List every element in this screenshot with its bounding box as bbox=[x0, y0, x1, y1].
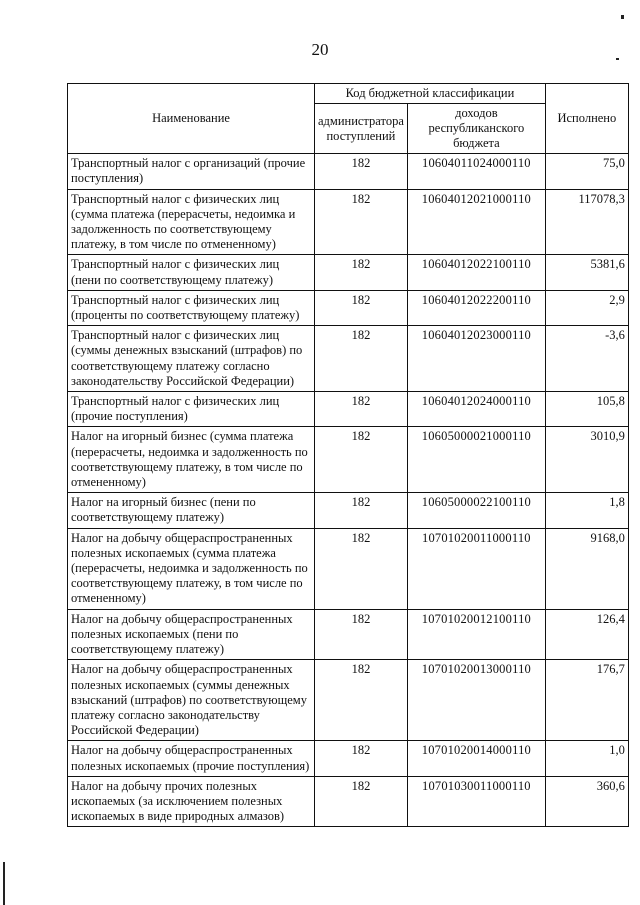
header-name: Наименование bbox=[68, 84, 315, 154]
row-name-cell: Транспортный налог с физических лиц (проценты по соответствующему платежу) bbox=[68, 290, 315, 325]
row-admin-code-cell: 182 bbox=[315, 776, 408, 827]
row-revenue-code-cell: 10701030011000110 bbox=[407, 776, 545, 827]
row-amount-cell: 3010,9 bbox=[545, 427, 628, 493]
header-code-group: Код бюджетной классификации bbox=[315, 84, 546, 104]
row-admin-code-cell: 182 bbox=[315, 392, 408, 427]
row-name-cell: Налог на добычу общераспространенных полезных ископаемых (суммы денежных взысканий (штрафов) по соответствующему платежу согласно законодательству Российской Федерации) bbox=[68, 660, 315, 741]
header-row bbox=[68, 84, 629, 104]
row-amount-cell: 176,7 bbox=[545, 660, 628, 741]
row-admin-code-cell: 182 bbox=[315, 609, 408, 660]
page-number: 20 bbox=[311, 40, 329, 59]
row-name-cell: Транспортный налог с физических лиц (суммы денежных взысканий (штрафов) по соответствующему платежу согласно законодательству Российской Федерации) bbox=[68, 326, 315, 392]
table-row bbox=[68, 255, 629, 290]
row-amount-cell: 117078,3 bbox=[545, 189, 628, 255]
table-row bbox=[68, 741, 629, 776]
row-revenue-code-cell: 10604012022100110 bbox=[407, 255, 545, 290]
row-name-cell: Транспортный налог с физических лиц (сумма платежа (перерасчеты, недоимка и задолженность по соответствующему платежу, в том числе по отмененному) bbox=[68, 189, 315, 255]
row-name-cell: Налог на добычу прочих полезных ископаемых (за исключением полезных ископаемых в виде природных алмазов) bbox=[68, 776, 315, 827]
row-name-cell: Транспортный налог с организаций (прочие поступления) bbox=[68, 154, 315, 189]
row-name-cell: Транспортный налог с физических лиц (прочие поступления) bbox=[68, 392, 315, 427]
row-admin-code-cell: 182 bbox=[315, 290, 408, 325]
row-revenue-code-cell: 10604012024000110 bbox=[407, 392, 545, 427]
row-revenue-code-cell: 10605000021000110 bbox=[407, 427, 545, 493]
row-amount-cell: 75,0 bbox=[545, 154, 628, 189]
row-name-cell: Налог на добычу общераспространенных полезных ископаемых (сумма платежа (перерасчеты, недоимка и задолженность по соответствующему платежу, в том числе по отмененному) bbox=[68, 528, 315, 609]
row-admin-code-cell: 182 bbox=[315, 528, 408, 609]
table-row bbox=[68, 189, 629, 255]
row-amount-cell: 9168,0 bbox=[545, 528, 628, 609]
table-row bbox=[68, 493, 629, 528]
row-admin-code-cell: 182 bbox=[315, 154, 408, 189]
table-row bbox=[68, 528, 629, 609]
row-amount-cell: 360,6 bbox=[545, 776, 628, 827]
table-row bbox=[68, 776, 629, 827]
header-admin: администратора поступлений bbox=[315, 104, 408, 154]
row-admin-code-cell: 182 bbox=[315, 427, 408, 493]
table-row bbox=[68, 290, 629, 325]
row-revenue-code-cell: 10604012021000110 bbox=[407, 189, 545, 255]
row-revenue-code-cell: 10605000022100110 bbox=[407, 493, 545, 528]
row-admin-code-cell: 182 bbox=[315, 255, 408, 290]
table-row bbox=[68, 154, 629, 189]
table-row bbox=[68, 392, 629, 427]
budget-table bbox=[67, 83, 629, 827]
row-admin-code-cell: 182 bbox=[315, 741, 408, 776]
table-row bbox=[68, 326, 629, 392]
header-executed: Исполнено bbox=[545, 84, 628, 154]
row-amount-cell: 1,8 bbox=[545, 493, 628, 528]
row-admin-code-cell: 182 bbox=[315, 189, 408, 255]
row-name-cell: Налог на игорный бизнес (пени по соответствующему платежу) bbox=[68, 493, 315, 528]
row-name-cell: Налог на добычу общераспространенных полезных ископаемых (прочие поступления) bbox=[68, 741, 315, 776]
scan-mark bbox=[3, 862, 5, 905]
table-row bbox=[68, 660, 629, 741]
header-revenue: доходов республиканского бюджета bbox=[407, 104, 545, 154]
row-admin-code-cell: 182 bbox=[315, 660, 408, 741]
row-name-cell: Налог на добычу общераспространенных полезных ископаемых (пени по соответствующему платежу) bbox=[68, 609, 315, 660]
row-revenue-code-cell: 10701020012100110 bbox=[407, 609, 545, 660]
row-revenue-code-cell: 10604012022200110 bbox=[407, 290, 545, 325]
row-revenue-code-cell: 10604012023000110 bbox=[407, 326, 545, 392]
row-admin-code-cell: 182 bbox=[315, 493, 408, 528]
row-amount-cell: 1,0 bbox=[545, 741, 628, 776]
row-name-cell: Транспортный налог с физических лиц (пени по соответствующему платежу) bbox=[68, 255, 315, 290]
row-name-cell: Налог на игорный бизнес (сумма платежа (перерасчеты, недоимка и задолженность по соответствующему платежу, в том числе по отмененному) bbox=[68, 427, 315, 493]
row-admin-code-cell: 182 bbox=[315, 326, 408, 392]
row-amount-cell: 5381,6 bbox=[545, 255, 628, 290]
scan-mark bbox=[616, 58, 619, 60]
table-row bbox=[68, 427, 629, 493]
row-amount-cell: 2,9 bbox=[545, 290, 628, 325]
row-revenue-code-cell: 10701020014000110 bbox=[407, 741, 545, 776]
row-revenue-code-cell: 10604011024000110 bbox=[407, 154, 545, 189]
row-amount-cell: 126,4 bbox=[545, 609, 628, 660]
scan-mark bbox=[621, 15, 624, 19]
row-amount-cell: 105,8 bbox=[545, 392, 628, 427]
row-revenue-code-cell: 10701020011000110 bbox=[407, 528, 545, 609]
table-row bbox=[68, 609, 629, 660]
row-amount-cell: -3,6 bbox=[545, 326, 628, 392]
table-body bbox=[68, 154, 629, 827]
row-revenue-code-cell: 10701020013000110 bbox=[407, 660, 545, 741]
